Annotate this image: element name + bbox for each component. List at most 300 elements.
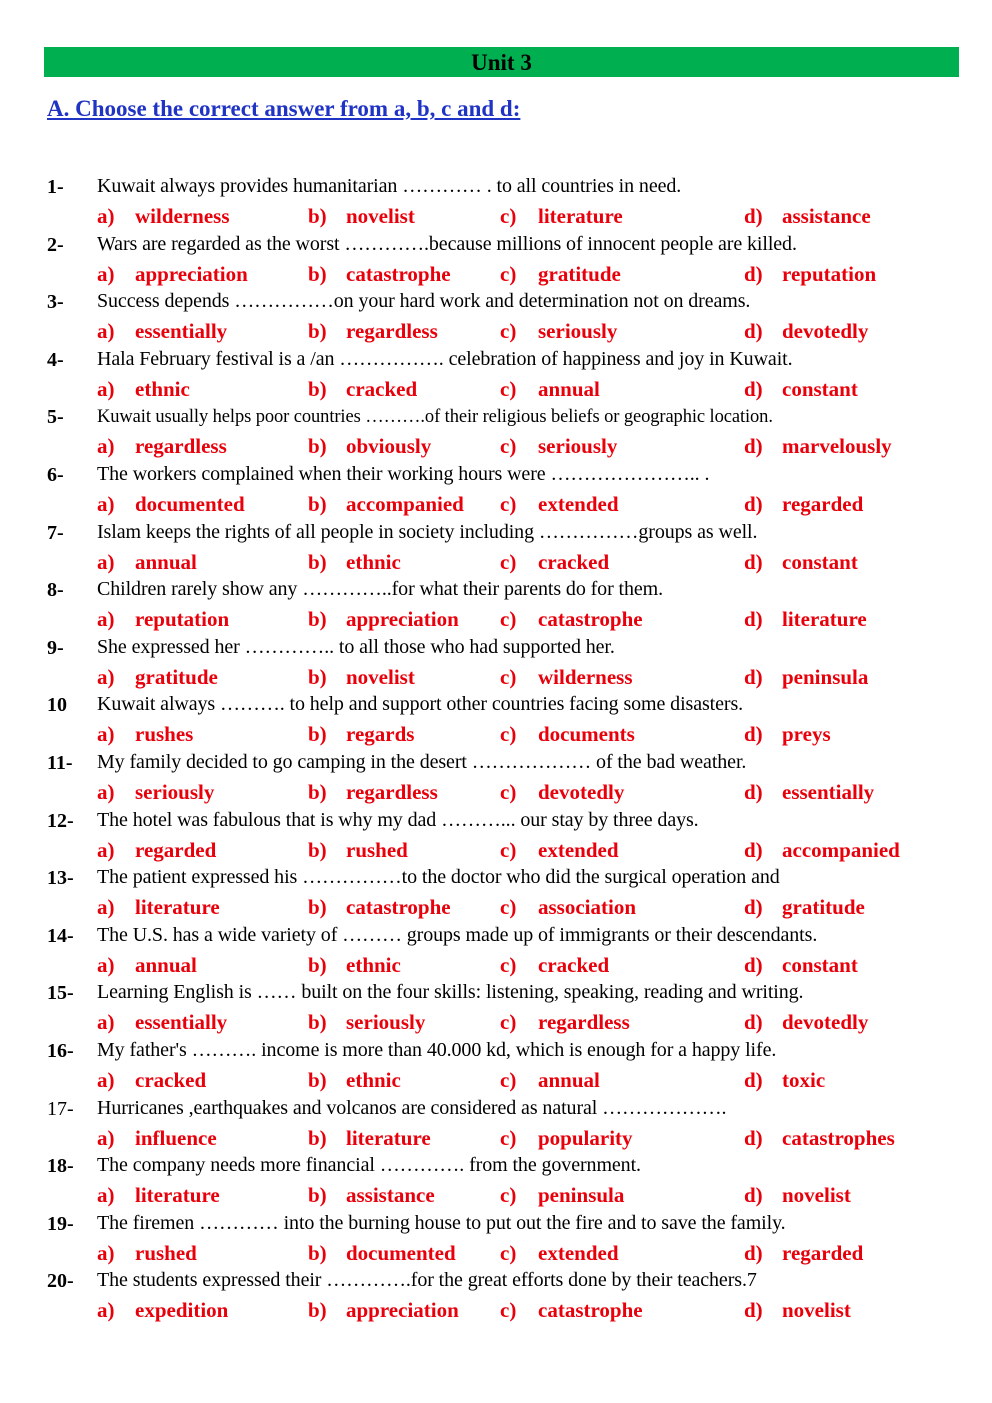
option-d[interactable] — [744, 1126, 895, 1151]
option-c[interactable] — [500, 319, 617, 344]
option-b[interactable] — [308, 953, 401, 978]
question-text: Learning English is …… built on the four skills: listening, speaking, reading and writing. — [97, 981, 804, 1004]
option-letter: b) — [308, 376, 327, 401]
option-letter: a) — [97, 319, 115, 344]
question-item — [0, 1267, 992, 1325]
option-text: peninsula — [782, 664, 869, 689]
option-text: regarded — [135, 837, 217, 862]
question-text: The firemen ………… into the burning house to put out the fire and to save the family. — [97, 1211, 786, 1234]
option-text: essentially — [782, 779, 875, 804]
option-c[interactable] — [500, 377, 600, 402]
question-item — [0, 1210, 992, 1268]
option-letter: c) — [500, 549, 517, 574]
question-text: She expressed her ………….. to all those who had supported her. — [97, 635, 615, 658]
option-text: association — [538, 895, 637, 920]
question-number: 7- — [47, 521, 64, 544]
option-a[interactable] — [97, 434, 227, 459]
option-c[interactable] — [500, 838, 619, 863]
option-text: literature — [782, 607, 867, 632]
question-text: Kuwait always ………. to help and support other countries facing some disasters. — [97, 693, 744, 716]
option-letter: b) — [308, 204, 327, 228]
option-text: annual — [538, 1067, 600, 1092]
option-d[interactable] — [744, 204, 871, 229]
option-text: appreciation — [346, 1298, 459, 1323]
option-letter: b) — [308, 779, 327, 804]
option-text: seriously — [135, 779, 215, 804]
option-letter: a) — [97, 779, 115, 804]
option-a[interactable] — [97, 550, 197, 575]
question-text: Kuwait always provides humanitarian ………… . to all countries in need. — [97, 175, 682, 197]
question-item — [0, 807, 992, 865]
option-b[interactable] — [308, 1298, 459, 1323]
option-letter: b) — [308, 664, 327, 689]
question-number: 17- — [47, 1097, 74, 1120]
option-d[interactable] — [744, 1010, 868, 1035]
option-text: wilderness — [538, 664, 633, 689]
option-b[interactable] — [308, 550, 401, 575]
option-text: ethnic — [135, 376, 190, 401]
option-c[interactable] — [500, 1183, 624, 1208]
option-letter: c) — [500, 491, 517, 516]
question-number: 19- — [47, 1212, 74, 1235]
option-d[interactable] — [744, 665, 868, 690]
option-d[interactable] — [744, 1298, 851, 1323]
question-text: Hala February festival is a /an ……………. celebration of happiness and joy in Kuwait. — [97, 347, 793, 370]
option-d[interactable] — [744, 1068, 825, 1093]
option-text: catastrophe — [538, 1298, 643, 1323]
question-text: Wars are regarded as the worst ………….because millions of innocent people are killed. — [97, 232, 797, 255]
unit-title-bar — [44, 47, 959, 77]
option-c[interactable] — [500, 665, 633, 690]
option-b[interactable] — [308, 1126, 431, 1151]
option-letter: c) — [500, 1067, 517, 1092]
option-text: influence — [135, 1125, 217, 1150]
option-letter: a) — [97, 1298, 115, 1323]
question-number: 1- — [47, 176, 64, 198]
option-b[interactable] — [308, 838, 408, 863]
question-number: 5- — [47, 406, 64, 429]
option-letter: c) — [500, 319, 517, 344]
instruction-heading: A. Choose the correct answer from a, b, c and d: — [47, 96, 521, 121]
option-c[interactable] — [500, 1241, 619, 1266]
option-letter: b) — [308, 1067, 327, 1092]
option-text: obviously — [346, 434, 432, 459]
option-text: extended — [538, 491, 619, 516]
option-text: annual — [135, 952, 197, 977]
option-b[interactable] — [308, 722, 414, 747]
option-letter: d) — [744, 1067, 763, 1092]
question-item — [0, 461, 992, 519]
option-letter: c) — [500, 434, 517, 459]
option-a[interactable] — [97, 838, 216, 863]
option-letter: c) — [500, 1010, 517, 1035]
option-text: cracked — [538, 549, 610, 574]
option-b[interactable] — [308, 895, 451, 920]
option-text: cracked — [538, 952, 610, 977]
option-letter: b) — [308, 1183, 327, 1208]
option-a[interactable] — [97, 722, 193, 747]
question-item — [0, 403, 992, 461]
option-a[interactable] — [97, 1241, 197, 1266]
option-text: ethnic — [346, 1067, 401, 1092]
question-item — [0, 519, 992, 577]
question-item — [0, 634, 992, 692]
option-text: rushed — [346, 837, 408, 862]
option-letter: c) — [500, 664, 517, 689]
option-letter: c) — [500, 1125, 517, 1150]
option-c[interactable] — [500, 550, 609, 575]
option-letter: c) — [500, 779, 517, 804]
question-text: The students expressed their ………….for the great efforts done by their teachers.7 — [97, 1269, 757, 1292]
option-text: literature — [346, 1125, 431, 1150]
option-c[interactable] — [500, 1126, 633, 1151]
option-text: preys — [782, 722, 831, 747]
question-item — [0, 1095, 992, 1153]
option-letter: a) — [97, 549, 115, 574]
option-text: regarded — [782, 491, 864, 516]
option-letter: d) — [744, 722, 763, 747]
option-letter: d) — [744, 895, 763, 920]
option-text: novelist — [346, 204, 415, 228]
option-text: appreciation — [346, 607, 459, 632]
option-b[interactable] — [308, 1183, 435, 1208]
option-letter: c) — [500, 607, 517, 632]
option-a[interactable] — [97, 1068, 206, 1093]
option-letter: a) — [97, 1183, 115, 1208]
question-number: 8- — [47, 579, 64, 602]
question-item — [0, 1037, 992, 1095]
question-text: Islam keeps the rights of all people in society including ……………groups as well. — [97, 520, 758, 543]
question-number: 2- — [47, 233, 64, 256]
option-letter: b) — [308, 319, 327, 344]
option-a[interactable] — [97, 1126, 217, 1151]
option-b[interactable] — [308, 780, 438, 805]
option-a[interactable] — [97, 1183, 220, 1208]
option-a[interactable] — [97, 895, 220, 920]
question-number: 6- — [47, 463, 64, 486]
option-c[interactable] — [500, 607, 643, 632]
option-d[interactable] — [744, 1241, 863, 1266]
option-a[interactable] — [97, 319, 227, 344]
option-b[interactable] — [308, 377, 417, 402]
option-letter: a) — [97, 1010, 115, 1035]
question-list — [0, 173, 992, 1325]
question-text: Hurricanes ,earthquakes and volcanos are considered as natural ………………. — [97, 1096, 727, 1119]
question-item — [0, 346, 992, 404]
option-letter: c) — [500, 952, 517, 977]
option-letter: c) — [500, 722, 517, 747]
question-number: 9- — [47, 636, 64, 659]
option-letter: c) — [500, 895, 517, 920]
option-text: devotedly — [782, 1010, 869, 1035]
question-number: 15- — [47, 982, 74, 1005]
unit-title: Unit 3 — [471, 50, 532, 75]
option-letter: c) — [500, 204, 517, 228]
option-letter: b) — [308, 607, 327, 632]
option-d[interactable] — [744, 780, 874, 805]
question-number: 12- — [47, 809, 74, 832]
option-text: ethnic — [346, 549, 401, 574]
option-letter: b) — [308, 491, 327, 516]
option-text: reputation — [782, 261, 877, 286]
question-text: Success depends ……………on your hard work and determination not on dreams. — [97, 290, 751, 313]
option-text: literature — [538, 204, 623, 228]
option-d[interactable] — [744, 1183, 851, 1208]
option-text: catastrophe — [346, 895, 451, 920]
question-item — [0, 288, 992, 346]
option-letter: d) — [744, 779, 763, 804]
question-number: 20- — [47, 1270, 74, 1293]
option-a[interactable] — [97, 665, 218, 690]
option-text: documents — [538, 722, 635, 747]
question-text: The patient expressed his ……………to the doctor who did the surgical operation and — [97, 866, 780, 889]
option-d[interactable] — [744, 607, 867, 632]
option-text: marvelously — [782, 434, 892, 459]
option-c[interactable] — [500, 1068, 600, 1093]
option-letter: b) — [308, 837, 327, 862]
option-text: catastrophes — [782, 1125, 895, 1150]
option-text: constant — [782, 376, 858, 401]
option-letter: b) — [308, 952, 327, 977]
option-text: catastrophe — [538, 607, 643, 632]
option-text: novelist — [346, 664, 415, 689]
question-text: The hotel was fabulous that is why my dad ………... our stay by three days. — [97, 808, 699, 831]
option-d[interactable] — [744, 550, 858, 575]
option-letter: b) — [308, 722, 327, 747]
option-text: ethnic — [346, 952, 401, 977]
option-text: essentially — [135, 319, 228, 344]
option-text: peninsula — [538, 1183, 625, 1208]
option-text: regardless — [135, 434, 227, 459]
option-letter: b) — [308, 1010, 327, 1035]
option-letter: b) — [308, 1240, 327, 1265]
option-c[interactable] — [500, 722, 635, 747]
option-text: cracked — [346, 376, 418, 401]
option-letter: d) — [744, 1183, 763, 1208]
option-letter: a) — [97, 261, 115, 286]
option-letter: d) — [744, 204, 763, 228]
option-text: regarded — [782, 1240, 864, 1265]
question-number: 3- — [47, 291, 64, 314]
option-letter: a) — [97, 1240, 115, 1265]
option-letter: d) — [744, 491, 763, 516]
option-letter: a) — [97, 664, 115, 689]
option-d[interactable] — [744, 953, 858, 978]
option-letter: a) — [97, 837, 115, 862]
option-letter: d) — [744, 837, 763, 862]
option-text: gratitude — [782, 895, 865, 920]
option-text: regardless — [346, 319, 438, 344]
option-letter: b) — [308, 1298, 327, 1323]
option-a[interactable] — [97, 492, 245, 517]
option-text: appreciation — [135, 261, 248, 286]
question-item — [0, 1152, 992, 1210]
option-a[interactable] — [97, 262, 248, 287]
option-c[interactable] — [500, 780, 624, 805]
option-letter: a) — [97, 895, 115, 920]
option-text: rushed — [135, 1240, 197, 1265]
option-text: cracked — [135, 1067, 207, 1092]
option-d[interactable] — [744, 377, 858, 402]
option-a[interactable] — [97, 377, 190, 402]
option-d[interactable] — [744, 262, 876, 287]
option-b[interactable] — [308, 1241, 456, 1266]
option-c[interactable] — [500, 492, 619, 517]
option-text: regardless — [346, 779, 438, 804]
option-letter: a) — [97, 952, 115, 977]
option-b[interactable] — [308, 319, 438, 344]
option-letter: a) — [97, 491, 115, 516]
option-c[interactable] — [500, 1298, 643, 1323]
option-letter: c) — [500, 1183, 517, 1208]
option-a[interactable] — [97, 780, 214, 805]
option-text: wilderness — [135, 204, 230, 228]
question-item — [0, 979, 992, 1037]
option-letter: d) — [744, 607, 763, 632]
option-letter: b) — [308, 895, 327, 920]
option-letter: d) — [744, 1010, 763, 1035]
question-item — [0, 231, 992, 289]
option-letter: c) — [500, 1298, 517, 1323]
option-text: reputation — [135, 607, 230, 632]
option-d[interactable] — [744, 838, 900, 863]
option-text: documented — [346, 1240, 456, 1265]
option-text: documented — [135, 491, 245, 516]
option-c[interactable] — [500, 434, 617, 459]
option-c[interactable] — [500, 953, 609, 978]
option-text: novelist — [782, 1183, 851, 1208]
option-b[interactable] — [308, 204, 415, 229]
question-text: Kuwait usually helps poor countries ……….of their religious beliefs or geographic location. — [97, 407, 773, 428]
option-text: constant — [782, 952, 858, 977]
option-d[interactable] — [744, 434, 892, 459]
question-item — [0, 864, 992, 922]
option-letter: d) — [744, 1125, 763, 1150]
question-text: The company needs more financial …………. from the government. — [97, 1154, 641, 1177]
option-b[interactable] — [308, 492, 464, 517]
option-b[interactable] — [308, 1068, 401, 1093]
option-letter: d) — [744, 376, 763, 401]
option-text: extended — [538, 1240, 619, 1265]
option-text: toxic — [782, 1067, 826, 1092]
question-item — [0, 922, 992, 980]
option-b[interactable] — [308, 262, 451, 287]
question-text: Children rarely show any …………..for what their parents do for them. — [97, 578, 664, 601]
question-number: 18- — [47, 1155, 74, 1178]
option-letter: b) — [308, 1125, 327, 1150]
question-text: My family decided to go camping in the desert ……………… of the bad weather. — [97, 750, 747, 773]
option-letter: d) — [744, 261, 763, 286]
option-letter: d) — [744, 1240, 763, 1265]
option-text: extended — [538, 837, 619, 862]
option-letter: c) — [500, 1240, 517, 1265]
option-text: accompanied — [346, 491, 464, 516]
option-text: devotedly — [782, 319, 869, 344]
option-a[interactable] — [97, 953, 197, 978]
option-text: rushes — [135, 722, 194, 747]
option-text: literature — [135, 895, 220, 920]
option-text: novelist — [782, 1298, 851, 1323]
option-text: annual — [135, 549, 197, 574]
option-text: seriously — [538, 434, 618, 459]
option-letter: d) — [744, 664, 763, 689]
question-number: 13- — [47, 867, 74, 890]
option-c[interactable] — [500, 204, 623, 229]
option-letter: d) — [744, 952, 763, 977]
option-letter: a) — [97, 376, 115, 401]
option-letter: c) — [500, 376, 517, 401]
option-text: regardless — [538, 1010, 630, 1035]
question-text: The workers complained when their working hours were ………………….. . — [97, 462, 710, 485]
option-letter: c) — [500, 837, 517, 862]
option-letter: d) — [744, 319, 763, 344]
option-letter: d) — [744, 1298, 763, 1323]
option-text: assistance — [782, 204, 871, 228]
option-text: essentially — [135, 1010, 228, 1035]
question-text: The U.S. has a wide variety of ……… groups made up of immigrants or their descendants. — [97, 923, 818, 946]
option-d[interactable] — [744, 895, 865, 920]
option-c[interactable] — [500, 1010, 630, 1035]
option-a[interactable] — [97, 204, 230, 229]
option-b[interactable] — [308, 434, 431, 459]
option-letter: b) — [308, 549, 327, 574]
option-letter: c) — [500, 261, 517, 286]
option-letter: d) — [744, 549, 763, 574]
option-a[interactable] — [97, 607, 229, 632]
question-item — [0, 576, 992, 634]
option-text: seriously — [346, 1010, 426, 1035]
option-letter: a) — [97, 434, 115, 459]
option-letter: a) — [97, 1125, 115, 1150]
option-text: expedition — [135, 1298, 229, 1323]
option-a[interactable] — [97, 1298, 228, 1323]
option-letter: b) — [308, 434, 327, 459]
option-text: constant — [782, 549, 858, 574]
question-item — [0, 691, 992, 749]
option-text: devotedly — [538, 779, 625, 804]
option-b[interactable] — [308, 665, 415, 690]
option-a[interactable] — [97, 1010, 227, 1035]
option-letter: b) — [308, 261, 327, 286]
option-text: literature — [135, 1183, 220, 1208]
option-text: popularity — [538, 1125, 633, 1150]
question-item — [0, 749, 992, 807]
question-number: 16- — [47, 1039, 74, 1062]
option-letter: a) — [97, 607, 115, 632]
option-letter: a) — [97, 722, 115, 747]
option-d[interactable] — [744, 319, 868, 344]
option-text: seriously — [538, 319, 618, 344]
option-text: assistance — [346, 1183, 435, 1208]
option-d[interactable] — [744, 492, 863, 517]
question-item — [0, 173, 992, 231]
option-text: regards — [346, 722, 415, 747]
question-number: 11- — [47, 751, 73, 774]
option-text: gratitude — [135, 664, 218, 689]
option-b[interactable] — [308, 607, 459, 632]
option-c[interactable] — [500, 895, 636, 920]
option-letter: a) — [97, 204, 115, 228]
question-number: 4- — [47, 348, 64, 371]
option-text: catastrophe — [346, 261, 451, 286]
option-letter: d) — [744, 434, 763, 459]
question-text: My father's ………. income is more than 40.000 kd, which is enough for a happy life. — [97, 1038, 777, 1061]
question-number: 10 — [47, 694, 67, 717]
option-b[interactable] — [308, 1010, 425, 1035]
option-d[interactable] — [744, 722, 831, 747]
option-text: gratitude — [538, 261, 621, 286]
option-c[interactable] — [500, 262, 621, 287]
